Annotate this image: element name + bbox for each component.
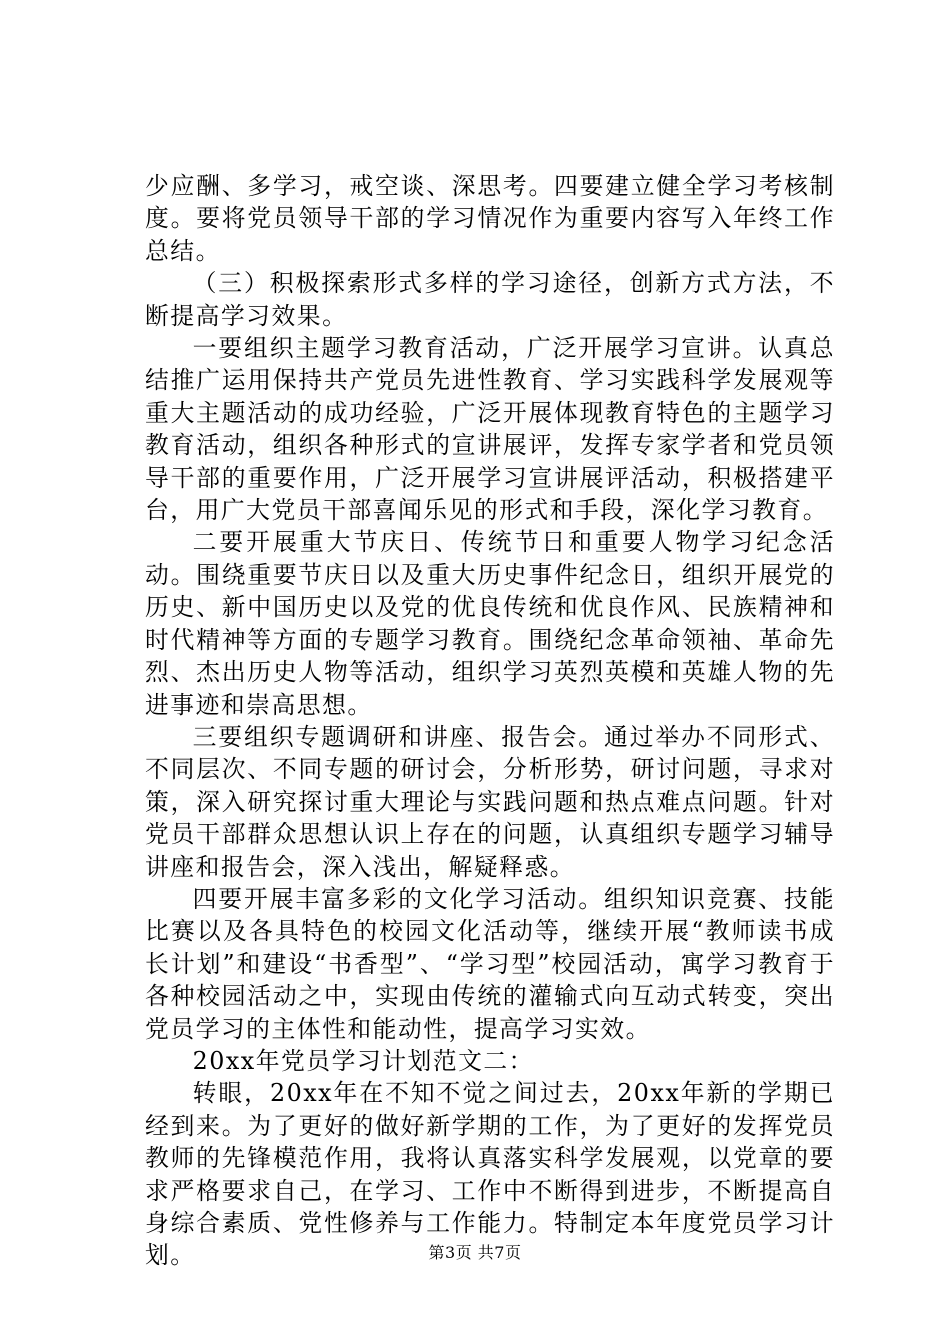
paragraph-2: （三）积极探索形式多样的学习途径，创新方式方法，不断提高学习效果。	[145, 269, 835, 330]
document-body	[145, 170, 835, 1272]
paragraph-3: 一要组织主题学习教育活动，广泛开展学习宣讲。认真总结推广运用保持共产党员先进性教育、学习实践科学发展观等重大主题活动的成功经验，广泛开展体现教育特色的主题学习教育活动，组织各种形式的宣讲展评，发挥专家学者和党员领导干部的重要作用，广泛开展学习宣讲展评活动，积极搭建平台，用广大党员干部喜闻乐见的形式和手段，深化学习教育。	[145, 334, 835, 525]
page-footer: 第3页 共7页	[428, 1243, 522, 1262]
paragraph-8: 转眼，20xx年在不知不觉之间过去，20xx年新的学期已经到来。为了更好的做好新学期的工作，为了更好的发挥党员教师的先锋模范作用，我将认真落实科学发展观，以党章的要求严格要求自己，在学习、工作中不断得到进步，不断提高自身综合素质、党性修养与工作能力。特制定本年度党员学习计划。	[145, 1079, 835, 1270]
section-heading-plan-two: 20xx年党员学习计划范文二：	[192, 1046, 534, 1075]
paragraph-6: 四要开展丰富多彩的文化学习活动。组织知识竞赛、技能比赛以及各具特色的校园文化活动等，继续开展“教师读书成长计划”和建设“书香型”、“学习型”校园活动，寓学习教育于各种校园活动之中，实现由传统的灌输式向互动式转变，突出党员学习的主体性和能动性，提高学习实效。	[145, 884, 835, 1043]
paragraph-4: 二要开展重大节庆日、传统节日和重要人物学习纪念活动。围绕重要节庆日以及重大历史事件纪念日，组织开展党的历史、新中国历史以及党的优良传统和优良作风、民族精神和时代精神等方面的专题学习教育。围绕纪念革命领袖、革命先烈、杰出历史人物等活动，组织学习英烈英模和英雄人物的先进事迹和崇高思想。	[145, 528, 835, 719]
paragraph-1: 少应酬、多学习，戒空谈、深思考。四要建立健全学习考核制度。要将党员领导干部的学习情况作为重要内容写入年终工作总结。	[145, 172, 835, 265]
paragraph-5: 三要组织专题调研和讲座、报告会。通过举办不同形式、不同层次、不同专题的研讨会，分析形势，研讨问题，寻求对策，深入研究探讨重大理论与实践问题和热点难点问题。针对党员干部群众思想认识上存在的问题，认真组织专题学习辅导讲座和报告会，深入浅出，解疑释惑。	[145, 722, 835, 881]
